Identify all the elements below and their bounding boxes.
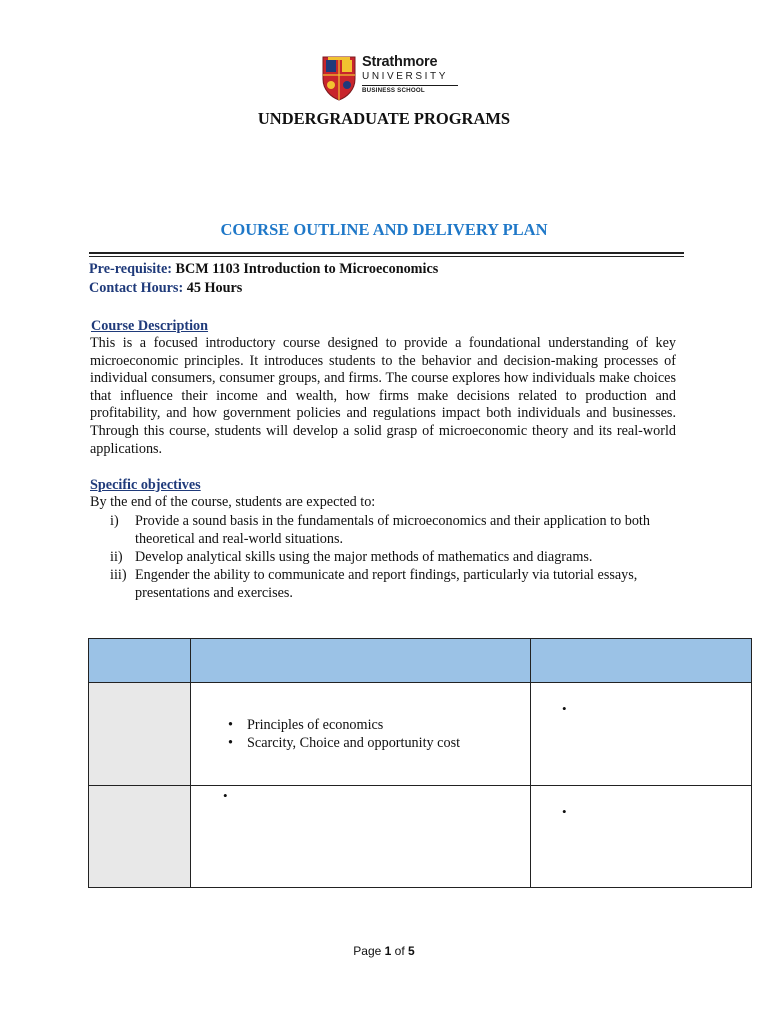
objective-number: i)	[110, 513, 119, 529]
objective-item	[110, 512, 690, 548]
title-divider-thick	[89, 252, 684, 254]
table-header-cell	[191, 639, 531, 683]
objectives-list	[110, 512, 690, 602]
table-header-cell	[89, 639, 191, 683]
topic-text: Principles of economics	[247, 717, 384, 733]
logo-divider	[362, 85, 458, 86]
logo-name: Strathmore	[362, 54, 438, 70]
footer-page-word: Page	[353, 944, 382, 958]
objective-number: ii)	[110, 549, 123, 565]
footer-of-word: of	[394, 944, 405, 958]
page-heading: UNDERGRADUATE PROGRAMS	[257, 109, 511, 128]
bullet-icon: •	[562, 804, 567, 819]
document-title: COURSE OUTLINE AND DELIVERY PLAN	[220, 220, 548, 239]
bullet-icon: •	[228, 717, 233, 733]
objectives-intro: By the end of the course, students are expected to:	[90, 494, 376, 510]
list-item	[191, 716, 530, 734]
table-cell	[191, 683, 531, 786]
topic-list	[191, 716, 530, 752]
contact-hours-line	[89, 280, 242, 297]
table-cell	[531, 683, 752, 786]
prerequisite-value: BCM 1103 Introduction to Microeconomics	[175, 261, 439, 277]
table-cell	[531, 786, 752, 888]
logo-university: UNIVERSITY	[362, 70, 449, 82]
footer-page-total: 5	[408, 944, 415, 958]
topic-text: Scarcity, Choice and opportunity cost	[247, 735, 461, 751]
contact-hours-value: 45 Hours	[186, 280, 243, 296]
footer-page-current: 1	[384, 944, 392, 958]
objective-text: Develop analytical skills using the major methods of mathematics and diagrams.	[135, 549, 593, 565]
page-footer	[0, 944, 768, 958]
objective-text: Provide a sound basis in the fundamentals of microeconomics and their application to both theoretical and real-world situations.	[135, 513, 650, 547]
prerequisite-line	[89, 261, 438, 278]
contact-hours-label: Contact Hours:	[89, 280, 184, 296]
list-item	[191, 734, 530, 752]
table-header-cell	[531, 639, 752, 683]
bullet-icon: •	[562, 701, 567, 716]
table-cell	[191, 786, 531, 888]
prerequisite-label: Pre-requisite:	[89, 261, 172, 277]
university-logo	[320, 55, 460, 101]
objectives-heading: Specific objectives	[90, 477, 201, 493]
crest-icon	[320, 55, 358, 101]
title-divider-thin	[89, 256, 684, 257]
table-header-row	[89, 639, 752, 683]
objective-item	[110, 566, 690, 602]
table-cell	[89, 683, 191, 786]
objective-text: Engender the ability to communicate and report findings, particularly via tutorial essays, presentations and exercises.	[135, 567, 638, 601]
delivery-plan-table	[88, 638, 752, 888]
course-description-text: This is a focused introductory course designed to provide a foundational understanding of key microeconomic principles. It introduces students to the behavior and decision-making processes of individual consumers, consumer groups, and firms. The course explores how individuals make choices that influence their income and wealth, how firms make decisions related to production and profitability, and how government policies and regulations impact both individuals and businesses. Through this course, students will develop a solid grasp of microeconomic theory and its real-world applications.	[90, 335, 676, 457]
bullet-icon: •	[223, 788, 228, 803]
table-row	[89, 683, 752, 786]
objective-item	[110, 548, 690, 566]
logo-school: BUSINESS SCHOOL	[362, 86, 425, 94]
objective-number: iii)	[110, 567, 127, 583]
bullet-icon: •	[228, 735, 233, 751]
table-cell	[89, 786, 191, 888]
table-row	[89, 786, 752, 888]
course-description-heading: Course Description	[91, 318, 209, 334]
logo-wordmark	[362, 55, 472, 94]
